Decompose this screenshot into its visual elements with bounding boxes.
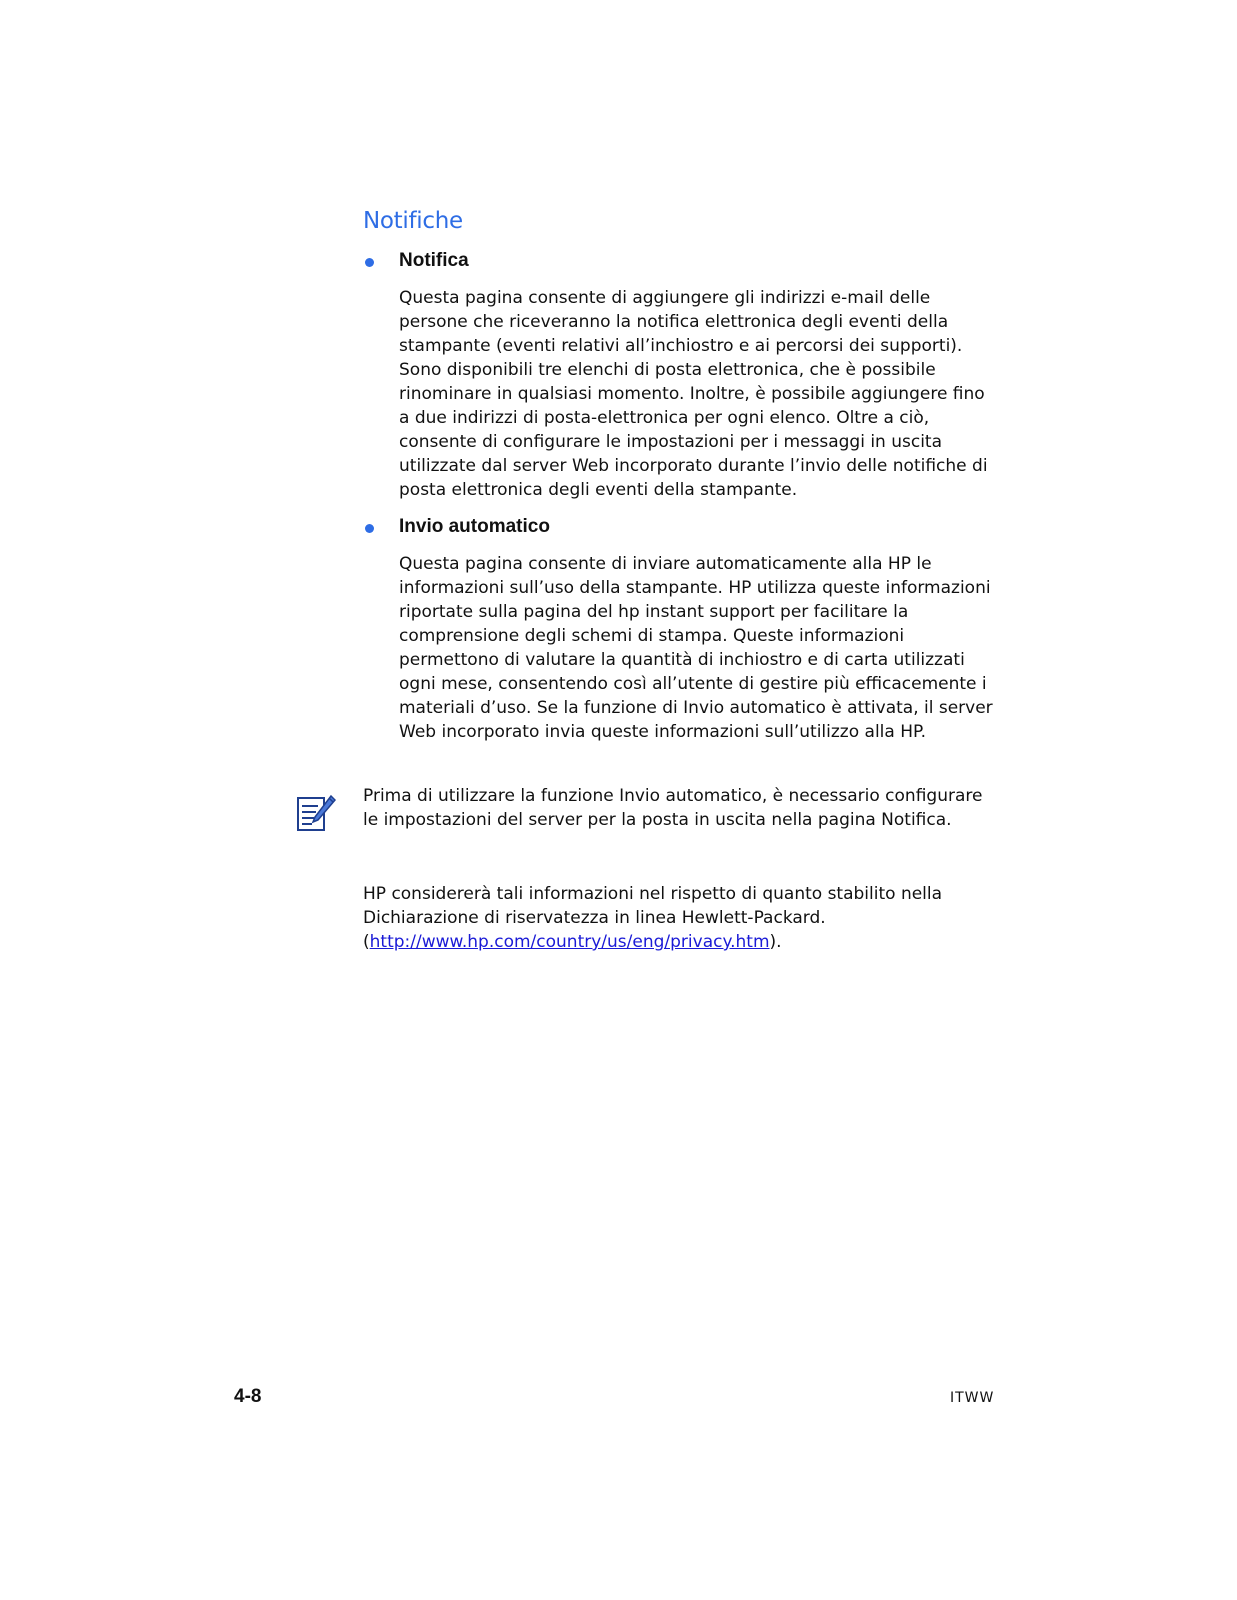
page-number: 4-8 xyxy=(234,1386,262,1407)
note-pencil-icon xyxy=(296,794,336,832)
note-text: Prima di utilizzare la funzione Invio automatico, è necessario configurare le impostazioni del server per la posta in uscita nella pagina Notifica. xyxy=(363,786,983,830)
privacy-text-after: ). xyxy=(769,932,782,952)
item-body: Questa pagina consente di aggiungere gli indirizzi e-mail delle persone che riceveranno la notifica elettronica degli eventi della stampante (eventi relativi all’inchiostro e ai percorsi dei supporti). Sono disponibili tre elenchi di posta elettronica, che è possibile rinominare in qualsiasi momento. Inoltre, è possibile aggiungere fino a due indirizzi di posta-elettronica per ogni elenco. Oltre a ciò, consente di configurare le impostazioni per i messaggi in uscita utilizzate dal server Web incorporato durante l’invio delle notifiche di posta elettronica degli eventi della stampante. xyxy=(399,288,988,500)
section-title: Notifiche xyxy=(363,208,463,234)
privacy-text-before: HP considererà tali informazioni nel rispetto di quanto stabilito nella Dichiarazione di riservatezza in linea Hewlett-Packard. ( xyxy=(363,884,943,952)
item-heading: Invio automatico xyxy=(399,516,550,537)
doc-code: ITWW xyxy=(950,1390,995,1406)
item-body: Questa pagina consente di inviare automaticamente alla HP le informazioni sull’uso della stampante. HP utilizza queste informazioni riportate sulla pagina del hp instant support per facilitare la comprensione degli schemi di stampa. Queste informazioni permettono di valutare la quantità di inchiostro e di carta utilizzati ogni mese, consentendo così all’utente di gestire più efficacemente i materiali d’uso. Se la funzione di Invio automatico è attivata, il server Web incorporato invia queste informazioni sull’utilizzo alla HP. xyxy=(399,554,993,742)
item-heading: Notifica xyxy=(399,250,469,271)
privacy-statement xyxy=(363,882,1003,954)
privacy-link[interactable]: http://www.hp.com/country/us/eng/privacy.htm xyxy=(369,932,770,952)
bullet-icon xyxy=(365,524,374,533)
bullet-icon xyxy=(365,258,374,267)
